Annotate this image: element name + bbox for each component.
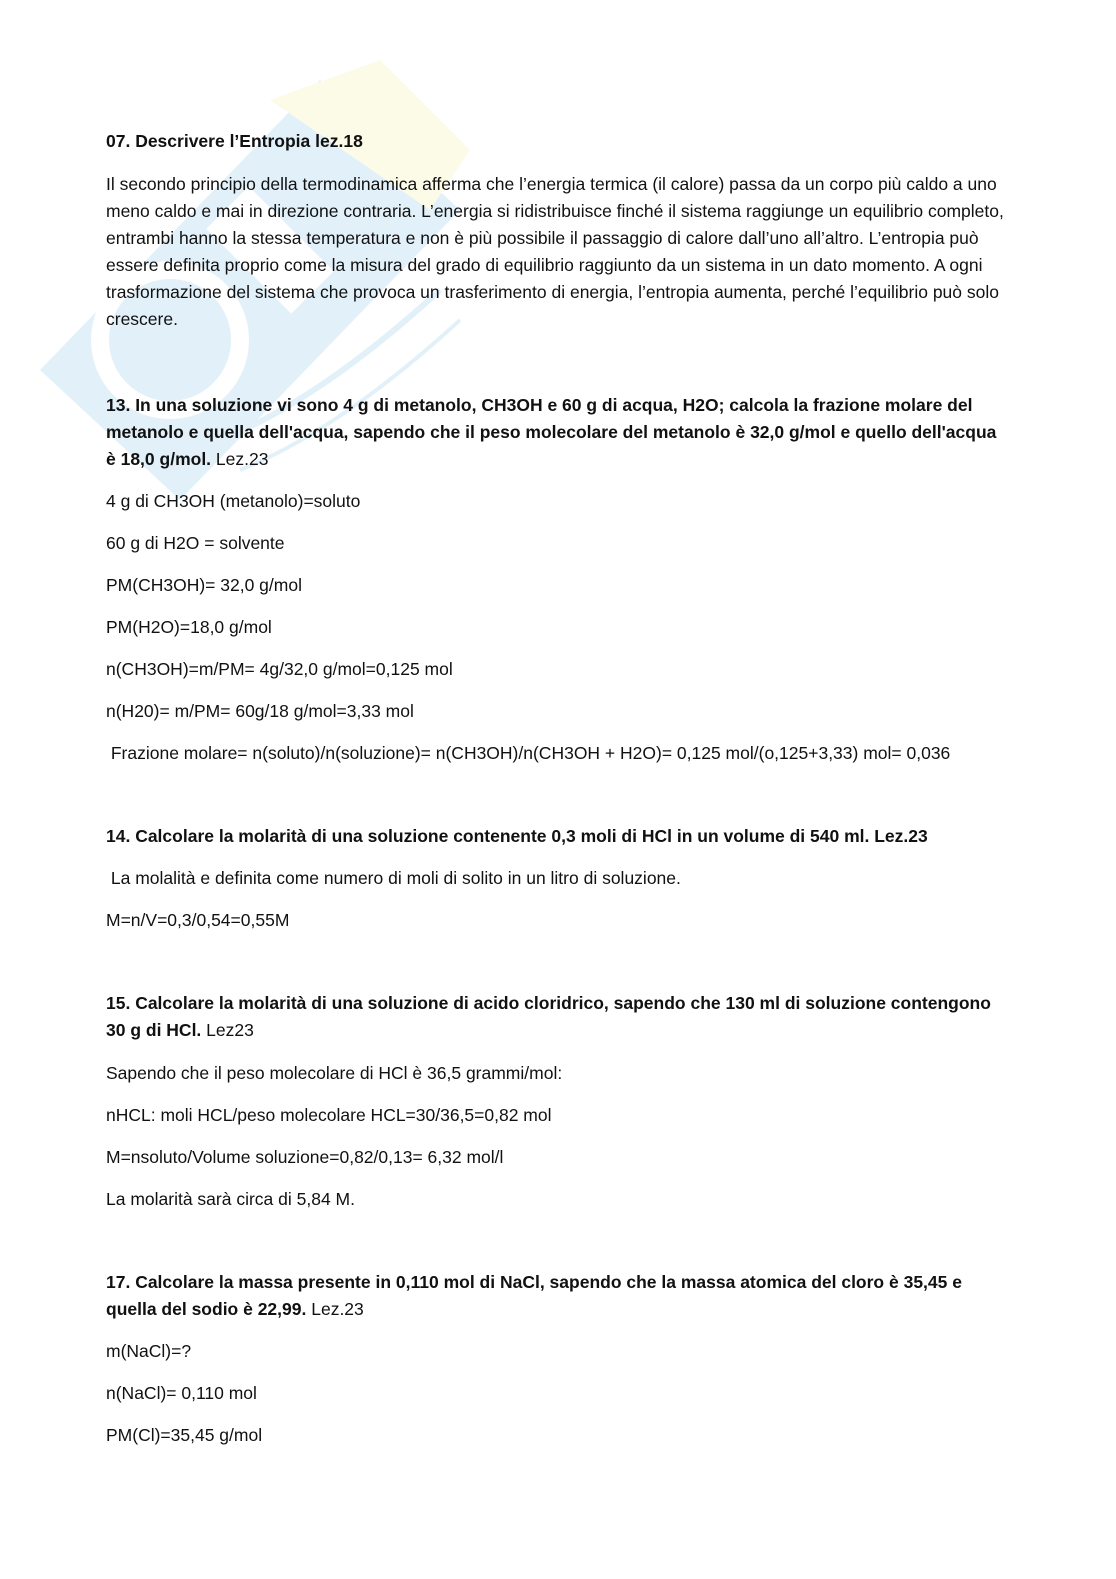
q13-line: n(H20)= m/PM= 60g/18 g/mol=3,33 mol bbox=[106, 701, 414, 721]
question-13-title bbox=[106, 392, 1006, 473]
question-07-body: Il secondo principio della termodinamica afferma che l’energia termica (il calore) passa da un corpo più caldo a uno meno caldo e mai in direzione contraria. L’energia si ridistribuisce finché il sistema raggiunge un equilibrio completo, entrambi hanno la stessa temperatura e non è più possibile il passaggio di calore dall’uno all’altro. L’entropia può essere definita proprio come la misura del grado di equilibrio raggiunto da un sistema in un dato momento. A ogni trasformazione del sistema che provoca un trasferimento di energia, l’entropia aumenta, perché l’equilibrio può solo crescere. bbox=[106, 174, 1004, 329]
question-13-title-text: 13. In una soluzione vi sono 4 g di metanolo, CH3OH e 60 g di acqua, H2O; calcola la frazione molare del metanolo e quella dell'acqua, sapendo che il peso molecolare del metanolo è 32,0 g/mol e quello dell'acqua è 18,0 g/mol. bbox=[106, 395, 997, 469]
q13-line: Frazione molare= n(soluto)/n(soluzione)= n(CH3OH)/n(CH3OH + H2O)= 0,125 mol/(o,125+3,33) mol= 0,036 bbox=[106, 743, 951, 763]
question-14 bbox=[106, 823, 1006, 850]
question-13 bbox=[106, 392, 1006, 473]
q15-line: nHCL: moli HCL/peso molecolare HCL=30/36,5=0,82 mol bbox=[106, 1105, 552, 1125]
q17-line: PM(Cl)=35,45 g/mol bbox=[106, 1425, 263, 1445]
q13-line: PM(H2O)=18,0 g/mol bbox=[106, 617, 272, 637]
question-17-title-text: 17. Calcolare la massa presente in 0,110 mol di NaCl, sapendo che la massa atomica del cloro è 35,45 e quella del sodio è 22,99. bbox=[106, 1272, 962, 1319]
q15-line: M=nsoluto/Volume soluzione=0,82/0,13= 6,32 mol/l bbox=[106, 1147, 504, 1167]
q13-line: 4 g di CH3OH (metanolo)=soluto bbox=[106, 491, 361, 511]
question-13-lez: Lez.23 bbox=[215, 449, 269, 469]
q13-line: 60 g di H2O = solvente bbox=[106, 533, 285, 553]
question-14-title: 14. Calcolare la molarità di una soluzione contenente 0,3 moli di HCl in un volume di 540 ml. Lez.23 bbox=[106, 826, 928, 846]
question-15 bbox=[106, 990, 1006, 1044]
question-15-title-text: 15. Calcolare la molarità di una soluzione di acido cloridrico, sapendo che 130 ml di soluzione contengono 30 g di HCl. bbox=[106, 993, 991, 1040]
question-07-title: 07. Descrivere l’Entropia lez.18 bbox=[106, 131, 363, 151]
q15-line: Sapendo che il peso molecolare di HCl è 36,5 grammi/mol: bbox=[106, 1063, 563, 1083]
q17-line: n(NaCl)= 0,110 mol bbox=[106, 1383, 257, 1403]
q17-line: m(NaCl)=? bbox=[106, 1341, 192, 1361]
question-17-title bbox=[106, 1269, 1006, 1323]
q13-line: PM(CH3OH)= 32,0 g/mol bbox=[106, 575, 302, 595]
question-17-lez: Lez.23 bbox=[311, 1299, 364, 1319]
q15-line: La molarità sarà circa di 5,84 M. bbox=[106, 1189, 355, 1209]
question-07 bbox=[106, 128, 1006, 333]
question-15-title bbox=[106, 990, 1006, 1044]
q14-line: La molalità e definita come numero di moli di solito in un litro di soluzione. bbox=[106, 868, 681, 888]
q13-line: n(CH3OH)=m/PM= 4g/32,0 g/mol=0,125 mol bbox=[106, 659, 453, 679]
question-15-lez: Lez23 bbox=[206, 1020, 254, 1040]
question-17 bbox=[106, 1269, 1006, 1323]
q14-line: M=n/V=0,3/0,54=0,55M bbox=[106, 910, 290, 930]
